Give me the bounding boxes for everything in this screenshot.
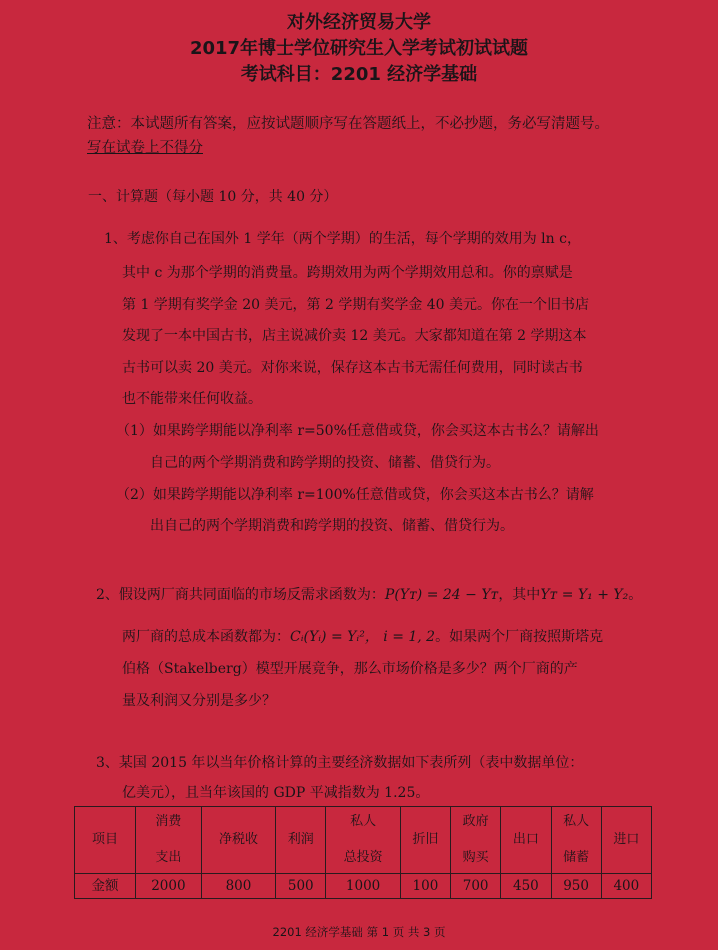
table-row-label: 金额 xyxy=(75,874,136,899)
q1-sub1-line: 自己的两个学期消费和跨学期的投资、储蓄、借贷行为。 xyxy=(150,455,500,471)
table-col-header: 出口 xyxy=(501,807,551,874)
q1-line: 第 1 学期有奖学金 20 美元，第 2 学期有奖学金 40 美元。你在一个旧书店 xyxy=(122,297,590,313)
q2-line: 量及利润又分别是多少？ xyxy=(122,693,276,709)
table-col-header: 私人 储蓄 xyxy=(551,807,601,874)
table-cell: 800 xyxy=(201,874,275,899)
q1-sub2-line: （2）如果跨学期能以净利率 r=100%任意借或贷，你会买这本古书么？请解 xyxy=(116,487,594,503)
table-cell: 2000 xyxy=(136,874,202,899)
table-col-header: 进口 xyxy=(601,807,651,874)
q3-line: 亿美元），且当年该国的 GDP 平减指数为 1.25。 xyxy=(122,785,430,801)
table-header-row xyxy=(75,807,652,874)
q2-demand-formula: P(Yᴛ) = 24 − Yᴛ xyxy=(384,587,499,603)
q2-text: 2、假设两厂商共同面临的市场反需求函数为： xyxy=(96,587,385,603)
q1-sub2-line: 出自己的两个学期消费和跨学期的投资、储蓄、借贷行为。 xyxy=(150,518,514,534)
table-cell: 400 xyxy=(601,874,651,899)
table-col-header: 净税收 xyxy=(201,807,275,874)
q2-text: 。 xyxy=(628,587,643,603)
table-col-header: 消费 支出 xyxy=(136,807,202,874)
section-heading: 一、计算题（每小题 10 分，共 40 分） xyxy=(88,189,338,205)
page-footer: 2201 经济学基础 第 1 页 共 3 页 xyxy=(272,925,446,939)
table-col-header: 利润 xyxy=(276,807,326,874)
q2-text: ，其中 xyxy=(498,587,541,603)
notice-line: 注意：本试题所有答案，应按试题顺序写在答题纸上，不必抄题，务必写清题号。 xyxy=(87,116,609,132)
q2-line xyxy=(122,626,603,646)
q1-line: 其中 c 为那个学期的消费量。跨期效用为两个学期效用总和。你的禀赋是 xyxy=(122,265,573,281)
table-cell: 1000 xyxy=(326,874,400,899)
q2-text: 。如果两个厂商按照斯塔克 xyxy=(435,629,604,645)
q2-text: 两厂商的总成本函数都为： xyxy=(122,629,290,645)
exam-title: 2017年博士学位研究生入学考试初试试题 xyxy=(189,38,529,59)
table-col-header: 政府 购买 xyxy=(451,807,501,874)
table-cell: 700 xyxy=(451,874,501,899)
university-name: 对外经济贸易大学 xyxy=(287,12,431,33)
table-cell: 450 xyxy=(501,874,551,899)
table-col-header: 折旧 xyxy=(400,807,450,874)
economic-data-table xyxy=(74,806,652,899)
table-row-header: 项目 xyxy=(75,807,136,874)
q3-line: 3、某国 2015 年以当年价格计算的主要经济数据如下表所列（表中数据单位： xyxy=(96,755,584,771)
q2-line: 伯格（Stakelberg）模型开展竞争，那么市场价格是多少？两个厂商的产 xyxy=(122,661,578,677)
q2-cost-formula: Cᵢ(Yᵢ) = Yᵢ²， i = 1, 2 xyxy=(290,629,436,645)
q1-line: 也不能带来任何收益。 xyxy=(122,391,262,407)
table-cell: 950 xyxy=(551,874,601,899)
q1-line: 古书可以卖 20 美元。对你来说，保存这本古书无需任何费用，同时读古书 xyxy=(122,360,583,376)
q2-line xyxy=(96,584,642,604)
table-col-header: 私人 总投资 xyxy=(326,807,400,874)
table-cell: 100 xyxy=(400,874,450,899)
q1-sub1-line: （1）如果跨学期能以净利率 r=50%任意借或贷，你会买这本古书么？请解出 xyxy=(116,423,599,439)
notice-warning: 写在试卷上不得分 xyxy=(87,140,203,156)
q1-line: 发现了一本中国古书，店主说减价卖 12 美元。大家都知道在第 2 学期这本 xyxy=(122,328,587,344)
exam-subject: 考试科目：2201 经济学基础 xyxy=(240,64,478,85)
table-cell: 500 xyxy=(276,874,326,899)
table-row xyxy=(75,874,652,899)
q1-line: 1、考虑你自己在国外 1 学年（两个学期）的生活，每个学期的效用为 ln c， xyxy=(104,231,581,247)
q2-sum-formula: Yᴛ = Y₁ + Y₂ xyxy=(540,587,629,603)
